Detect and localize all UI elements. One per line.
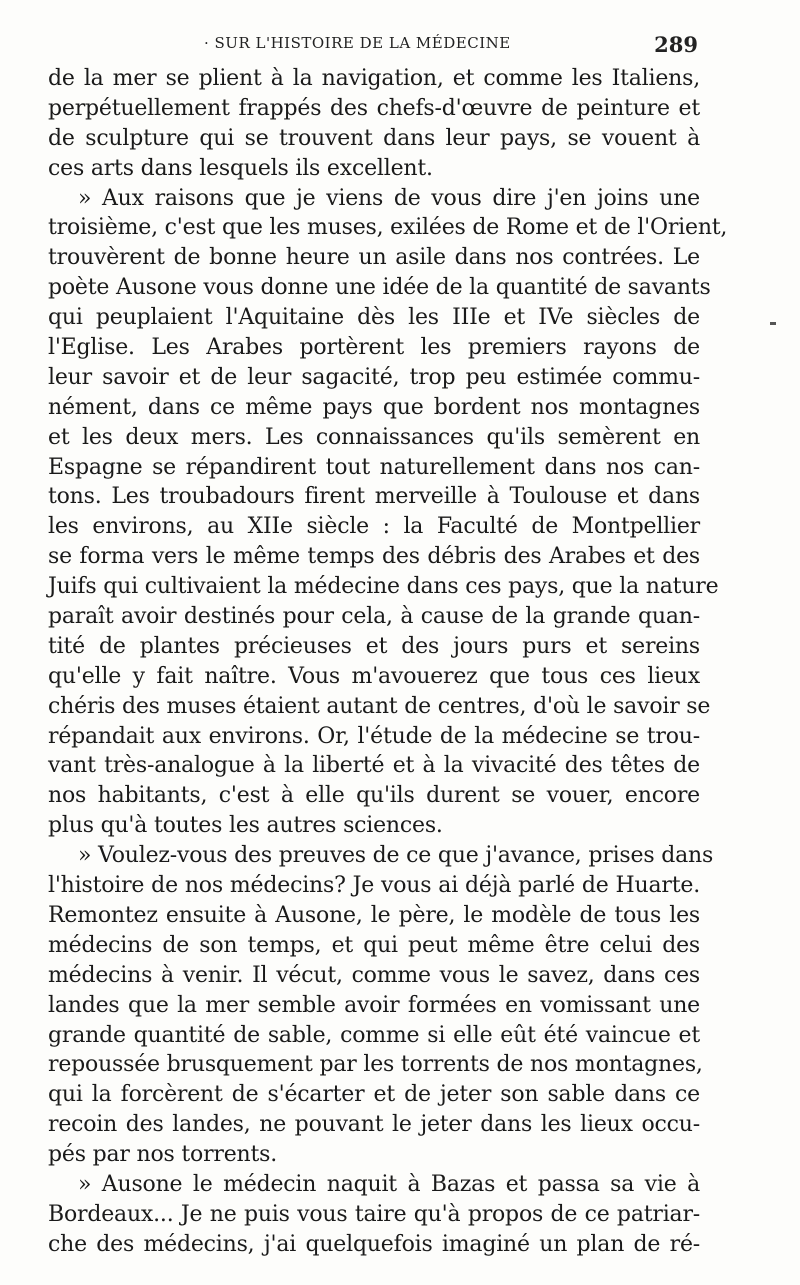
text-line: tons. Les troubadours firent merveille à Toulouse et dans xyxy=(48,484,700,510)
page-header xyxy=(48,34,700,62)
text-line: et les deux mers. Les connaissances qu'ils semèrent en xyxy=(48,424,700,450)
text-line: Espagne se répandirent tout naturellement dans nos can- xyxy=(48,454,700,480)
text-line: nos habitants, c'est à elle qu'ils durent se vouer, encore xyxy=(48,783,700,809)
text-line: l'Eglise. Les Arabes portèrent les premiers rayons de xyxy=(48,335,700,361)
text-line: repoussée brusquement par les torrents de nos montagnes, xyxy=(48,1052,703,1078)
text-line: qui la forcèrent de s'écarter et de jeter son sable dans ce xyxy=(48,1082,700,1108)
text-line: che des médecins, j'ai quelquefois imaginé un plan de ré- xyxy=(48,1231,700,1257)
text-line: l'histoire de nos médecins? Je vous ai déjà parlé de Huarte. xyxy=(48,873,700,899)
text-line: se forma vers le même temps des débris des Arabes et des xyxy=(48,544,700,570)
text-line: plus qu'à toutes les autres sciences. xyxy=(48,813,443,839)
text-line: landes que la mer semble avoir formées en vomissant une xyxy=(48,992,700,1018)
text-line: répandait aux environs. Or, l'étude de la médecine se trou- xyxy=(48,723,700,749)
text-line: troisième, c'est que les muses, exilées de Rome et de l'Orient, xyxy=(48,215,728,241)
body-text xyxy=(48,64,728,1260)
paragraph-start-line: » Voulez-vous des preuves de ce que j'avance, prises dans xyxy=(78,843,714,869)
text-line: de la mer se plient à la navigation, et comme les Italiens, xyxy=(48,66,700,91)
text-line: leur savoir et de leur sagacité, trop peu estimée commu- xyxy=(48,364,700,390)
text-line: recoin des landes, ne pouvant le jeter dans les lieux occu- xyxy=(48,1112,700,1138)
text-line: poète Ausone vous donne une idée de la quantité de savants xyxy=(48,275,711,301)
text-line: grande quantité de sable, comme si elle eût été vaincue et xyxy=(48,1022,700,1048)
text-line: de sculpture qui se trouvent dans leur pays, se vouent à xyxy=(48,125,700,151)
margin-dash-mark xyxy=(770,322,776,325)
text-line: Juifs qui cultivaient la médecine dans ces pays, que la nature xyxy=(48,574,719,600)
text-line: médecins de son temps, et qui peut même être celui des xyxy=(48,932,700,958)
text-line: trouvèrent de bonne heure un asile dans nos contrées. Le xyxy=(48,245,700,271)
page-number: 289 xyxy=(654,32,698,57)
text-line: paraît avoir destinés pour cela, à cause de la grande quan- xyxy=(48,604,700,630)
text-line: médecins à venir. Il vécut, comme vous le savez, dans ces xyxy=(48,962,700,988)
running-head: · SUR L'HISTOIRE DE LA MÉDECINE xyxy=(204,34,511,52)
text-line: Remontez ensuite à Ausone, le père, le modèle de tous les xyxy=(48,902,700,928)
text-line: vant très-analogue à la liberté et à la vivacité des têtes de xyxy=(48,753,700,779)
paragraph-start-line: » Aux raisons que je viens de vous dire j'en joins une xyxy=(78,185,700,211)
text-line: chéris des muses étaient autant de centres, d'où le savoir se xyxy=(48,693,711,719)
text-line: les environs, au XIIe siècle : la Faculté de Montpellier xyxy=(48,514,700,540)
text-line: qui peuplaient l'Aquitaine dès les IIIe et IVe siècles de xyxy=(48,305,700,331)
text-line: perpétuellement frappés des chefs-d'œuvre de peinture et xyxy=(48,95,700,121)
text-line: qu'elle y fait naître. Vous m'avouerez que tous ces lieux xyxy=(48,663,700,689)
text-line: nément, dans ce même pays que bordent nos montagnes xyxy=(48,394,700,420)
text-line: pés par nos torrents. xyxy=(48,1142,278,1168)
text-line: Bordeaux... Je ne puis vous taire qu'à propos de ce patriar- xyxy=(48,1201,700,1227)
text-line: ces arts dans lesquels ils excellent. xyxy=(48,155,433,181)
paragraph-start-line: » Ausone le médecin naquit à Bazas et passa sa vie à xyxy=(78,1171,700,1197)
text-line: tité de plantes précieuses et des jours purs et sereins xyxy=(48,633,700,659)
